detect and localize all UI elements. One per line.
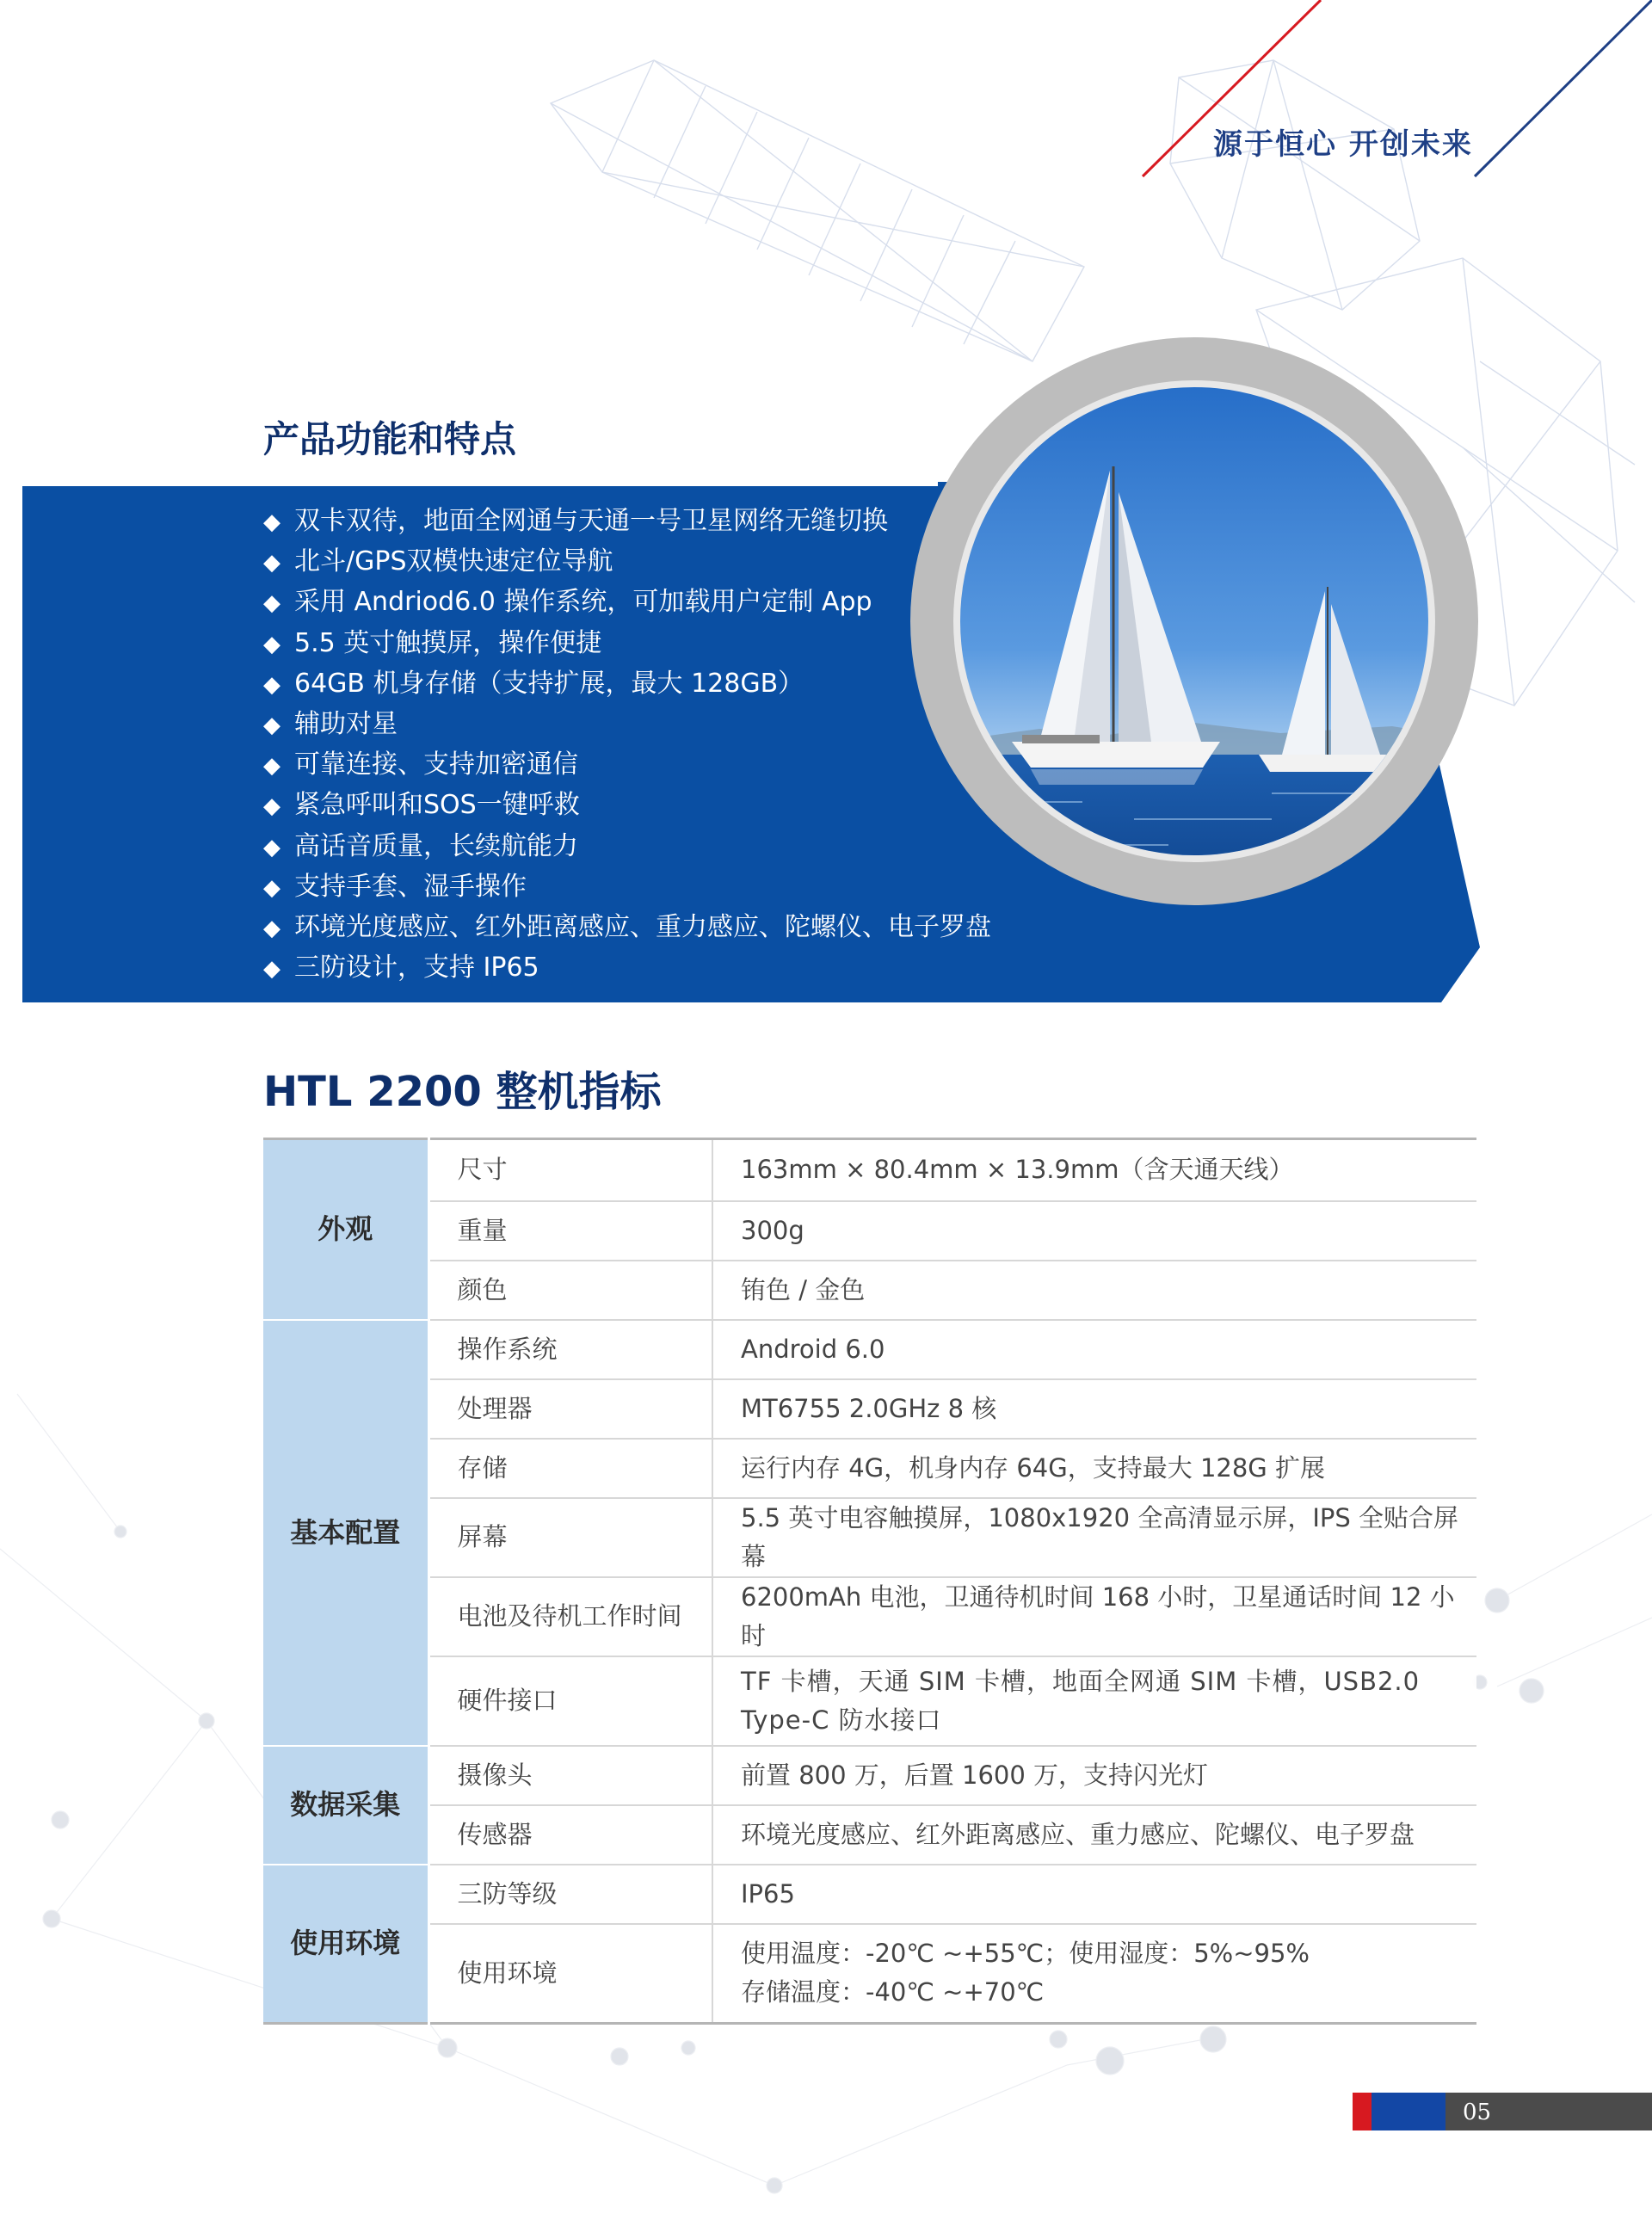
spec-value-line: TF 卡槽，天通 SIM 卡槽，地面全网通 SIM 卡槽，USB2.0 [741, 1666, 1421, 1696]
feature-item: ◆ 辅助对星 [263, 704, 991, 744]
features-list [263, 501, 991, 988]
spec-value: 运行内存 4G，机身内存 64G，支持最大 128G 扩展 [712, 1439, 1476, 1498]
spec-label: 传感器 [428, 1805, 712, 1865]
feature-item: ◆ 环境光度感应、红外距离感应、重力感应、陀螺仪、电子罗盘 [263, 907, 991, 947]
table-row [263, 1498, 1476, 1577]
table-row [263, 1805, 1476, 1865]
spec-value: 300g [712, 1201, 1476, 1261]
spec-value: 163mm × 80.4mm × 13.9mm（含天通天线） [712, 1139, 1476, 1201]
spec-label: 尺寸 [428, 1139, 712, 1201]
diamond-bullet-icon: ◆ [263, 956, 280, 983]
sailboat-image [910, 337, 1478, 905]
table-row [263, 1139, 1476, 1201]
feature-item: ◆ 采用 Andriod6.0 操作系统，可加载用户定制 App [263, 582, 991, 622]
spec-value: 环境光度感应、红外距离感应、重力感应、陀螺仪、电子罗盘 [712, 1805, 1476, 1865]
diamond-bullet-icon: ◆ [263, 671, 280, 698]
features-title: 产品功能和特点 [263, 418, 517, 460]
spec-value: IP65 [712, 1865, 1476, 1924]
category-cell: 使用环境 [263, 1865, 428, 2024]
table-row [263, 1439, 1476, 1498]
spec-value: MT6755 2.0GHz 8 核 [712, 1379, 1476, 1439]
feature-item: ◆ 高话音质量，长续航能力 [263, 826, 991, 866]
diamond-bullet-icon: ◆ [263, 590, 280, 617]
page-number: 05 [1463, 2100, 1492, 2125]
spec-label: 硬件接口 [428, 1656, 712, 1746]
spec-value-line: 使用温度：-20℃ ~+55℃；使用湿度：5%~95% [741, 1939, 1310, 1969]
page-number-bar [1353, 2093, 1652, 2130]
table-row [263, 1577, 1476, 1656]
spec-label: 颜色 [428, 1261, 712, 1320]
spec-value: 5.5 英寸电容触摸屏，1080x1920 全高清显示屏，IPS 全贴合屏幕 [712, 1498, 1476, 1577]
feature-item: ◆ 三防设计，支持 IP65 [263, 947, 991, 988]
spec-value: Android 6.0 [712, 1320, 1476, 1379]
specs-title: HTL 2200 整机指标 [263, 1068, 662, 1116]
spec-label: 三防等级 [428, 1865, 712, 1924]
feature-item: ◆ 5.5 英寸触摸屏，操作便捷 [263, 623, 991, 663]
category-cell: 外观 [263, 1139, 428, 1320]
specs-table [263, 1138, 1476, 2025]
table-row [263, 1379, 1476, 1439]
spec-label: 重量 [428, 1201, 712, 1261]
table-row [263, 1865, 1476, 1924]
feature-item: ◆ 北斗/GPS双模快速定位导航 [263, 541, 991, 582]
diamond-bullet-icon: ◆ [263, 753, 280, 780]
diamond-bullet-icon: ◆ [263, 915, 280, 941]
category-cell: 数据采集 [263, 1746, 428, 1865]
spec-label: 使用环境 [428, 1924, 712, 2024]
spec-label: 处理器 [428, 1379, 712, 1439]
diamond-bullet-icon: ◆ [263, 793, 280, 820]
spec-label: 电池及待机工作时间 [428, 1577, 712, 1656]
spec-label: 存储 [428, 1439, 712, 1498]
table-row [263, 1201, 1476, 1261]
spec-label: 摄像头 [428, 1746, 712, 1805]
feature-item: ◆ 64GB 机身存储（支持扩展，最大 128GB） [263, 663, 991, 704]
feature-item: ◆ 双卡双待，地面全网通与天通一号卫星网络无缝切换 [263, 501, 991, 541]
spec-value: 铕色 / 金色 [712, 1261, 1476, 1320]
spec-label: 操作系统 [428, 1320, 712, 1379]
diamond-bullet-icon: ◆ [263, 550, 280, 577]
spec-value-line: 存储温度：-40℃ ~+70℃ [741, 1977, 1045, 2007]
table-row [263, 1261, 1476, 1320]
table-row [263, 1746, 1476, 1805]
category-cell: 基本配置 [263, 1320, 428, 1746]
diamond-bullet-icon: ◆ [263, 712, 280, 738]
table-row [263, 1924, 1476, 2024]
spec-value-line: Type-C 防水接口 [741, 1705, 942, 1735]
spec-value [712, 1924, 1476, 2024]
table-row [263, 1320, 1476, 1379]
spec-value: 前置 800 万，后置 1600 万，支持闪光灯 [712, 1746, 1476, 1805]
diamond-bullet-icon: ◆ [263, 874, 280, 901]
diamond-bullet-icon: ◆ [263, 509, 280, 535]
feature-item: ◆ 支持手套、湿手操作 [263, 866, 991, 907]
spec-value: 6200mAh 电池，卫通待机时间 168 小时，卫星通话时间 12 小时 [712, 1577, 1476, 1656]
diamond-bullet-icon: ◆ [263, 834, 280, 860]
sailboat-photo [910, 337, 1478, 905]
header-slogan: 源于恒心 开创未来 [1213, 127, 1473, 162]
spec-value [712, 1656, 1476, 1746]
feature-item: ◆ 可靠连接、支持加密通信 [263, 744, 991, 785]
diamond-bullet-icon: ◆ [263, 631, 280, 657]
table-row [263, 1656, 1476, 1746]
feature-item: ◆ 紧急呼叫和SOS一键呼救 [263, 785, 991, 825]
spec-label: 屏幕 [428, 1498, 712, 1577]
